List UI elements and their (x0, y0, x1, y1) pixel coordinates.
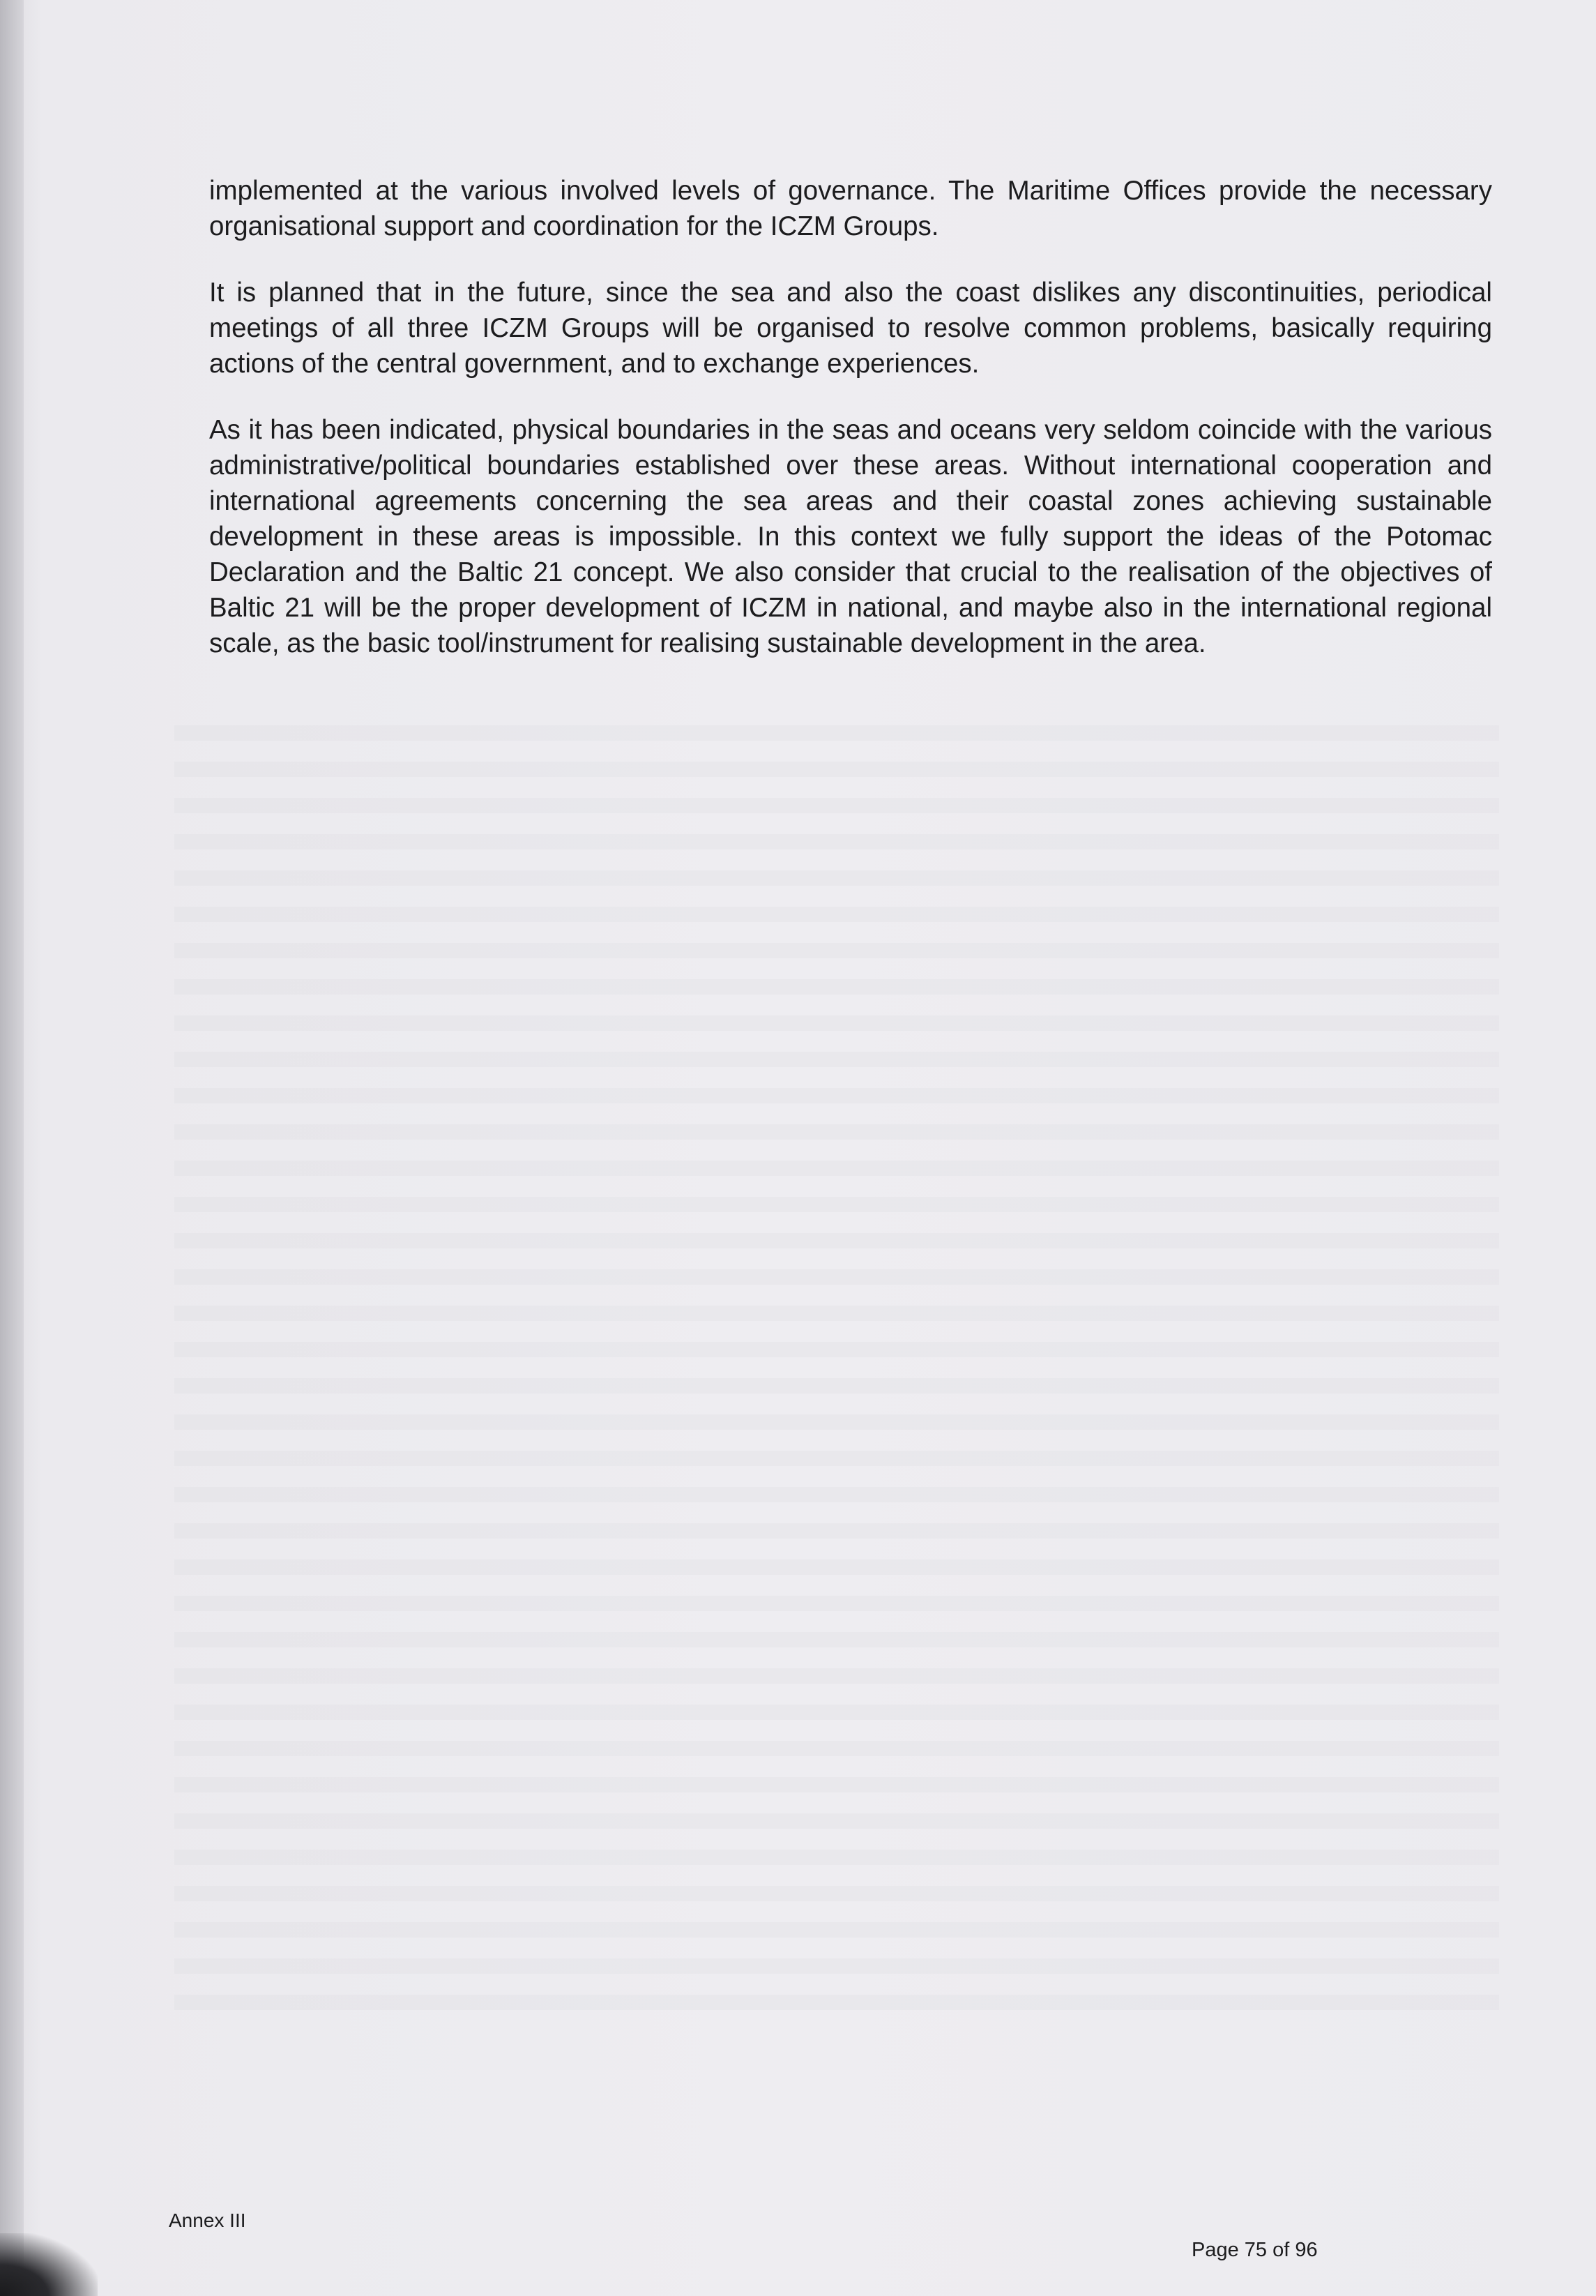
show-through-text (174, 725, 1499, 2016)
footer-annex: Annex III (169, 2210, 246, 2231)
paragraph-1: implemented at the various involved levels of governance. The Maritime Offices provide the necessary organisational support and coordination for the ICZM Groups. (209, 176, 1492, 241)
corner-shadow (0, 2233, 98, 2296)
body-text (209, 173, 1492, 692)
paragraph-2: It is planned that in the future, since the sea and also the coast dislikes any discontinuities, periodical meetings of all three ICZM Groups will be organised to resolve common problems, basically requiring actions of the central government, and to exchange experiences. (209, 278, 1492, 379)
footer-page-number: Page 75 of 96 (1192, 2239, 1318, 2261)
page-edge-shadow (0, 0, 24, 2296)
paragraph-3: As it has been indicated, physical boundaries in the seas and oceans very seldom coincide with the various administrative/political boundaries established over these areas. Without international cooperation and international agreements concerning the sea areas and their coastal zones achieving sustainable development in these areas is impossible. In this context we fully support the ideas of the Potomac Declaration and the Baltic 21 concept. We also consider that crucial to the realisation of the objectives of Baltic 21 will be the proper development of ICZM in national, and maybe also in the international regional scale, as the basic tool/instrument for realising sustainable development in the area. (209, 415, 1492, 658)
